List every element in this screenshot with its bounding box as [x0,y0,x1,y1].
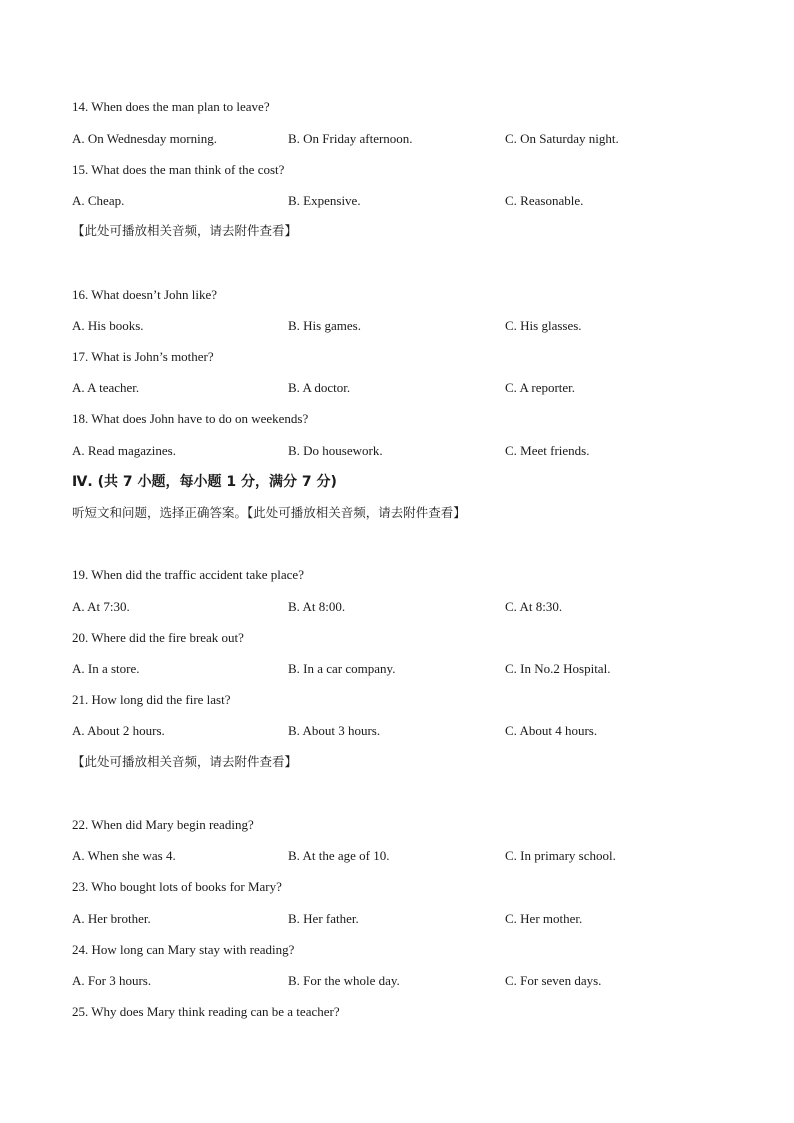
q21-option-b: B. About 3 hours. [288,723,381,738]
q16-option-a: A. His books. [72,318,144,333]
q17-option-c: C. A reporter. [505,380,576,395]
question-19: 19. When did the traffic accident take place? [72,567,304,582]
q15-option-a: A. Cheap. [72,193,125,208]
question-16: 16. What doesn’t John like? [72,287,218,302]
question-20: 20. Where did the fire break out? [72,630,244,645]
q24-option-c: C. For seven days. [505,973,602,988]
q23-option-c: C. Her mother. [505,911,583,926]
q16-option-b: B. His games. [288,318,361,333]
q23-option-b: B. Her father. [288,911,359,926]
q17-option-b: B. A doctor. [288,380,351,395]
question-24: 24. How long can Mary stay with reading? [72,942,295,957]
q19-option-b: B. At 8:00. [288,599,346,614]
q15-option-b: B. Expensive. [288,193,361,208]
question-25: 25. Why does Mary think reading can be a teacher? [72,1004,340,1019]
q20-option-b: B. In a car company. [288,661,396,676]
q14-option-a: A. On Wednesday morning. [72,131,217,146]
q19-option-a: A. At 7:30. [72,599,130,614]
question-22: 22. When did Mary begin reading? [72,817,254,832]
q16-option-c: C. His glasses. [505,318,582,333]
question-21: 21. How long did the fire last? [72,692,231,707]
q19-option-c: C. At 8:30. [505,599,563,614]
q22-option-a: A. When she was 4. [72,848,176,863]
q24-option-b: B. For the whole day. [288,973,400,988]
question-17: 17. What is John’s mother? [72,349,214,364]
q18-option-b: B. Do housework. [288,443,383,458]
audio-note-2: 【此处可播放相关音频，请去附件查看】 [72,754,298,769]
question-14: 14. When does the man plan to leave? [72,99,270,114]
q21-option-a: A. About 2 hours. [72,723,165,738]
question-23: 23. Who bought lots of books for Mary? [72,879,282,894]
q17-option-a: A. A teacher. [72,380,140,395]
q18-option-c: C. Meet friends. [505,443,590,458]
q24-option-a: A. For 3 hours. [72,973,152,988]
q21-option-c: C. About 4 hours. [505,723,598,738]
q23-option-a: A. Her brother. [72,911,151,926]
q14-option-c: C. On Saturday night. [505,131,619,146]
question-15: 15. What does the man think of the cost? [72,162,285,177]
q22-option-c: C. In primary school. [505,848,616,863]
audio-note-1: 【此处可播放相关音频，请去附件查看】 [72,223,298,238]
q18-option-a: A. Read magazines. [72,443,176,458]
q20-option-c: C. In No.2 Hospital. [505,661,611,676]
section-4-heading: Ⅳ. (共 7 小题，每小题 1 分，满分 7 分) [72,474,337,490]
section-4-instruction: 听短文和问题，选择正确答案。【此处可播放相关音频，请去附件查看】 [72,505,466,520]
q15-option-c: C. Reasonable. [505,193,584,208]
q14-option-b: B. On Friday afternoon. [288,131,413,146]
q20-option-a: A. In a store. [72,661,140,676]
question-18: 18. What does John have to do on weekends? [72,411,309,426]
q22-option-b: B. At the age of 10. [288,848,390,863]
